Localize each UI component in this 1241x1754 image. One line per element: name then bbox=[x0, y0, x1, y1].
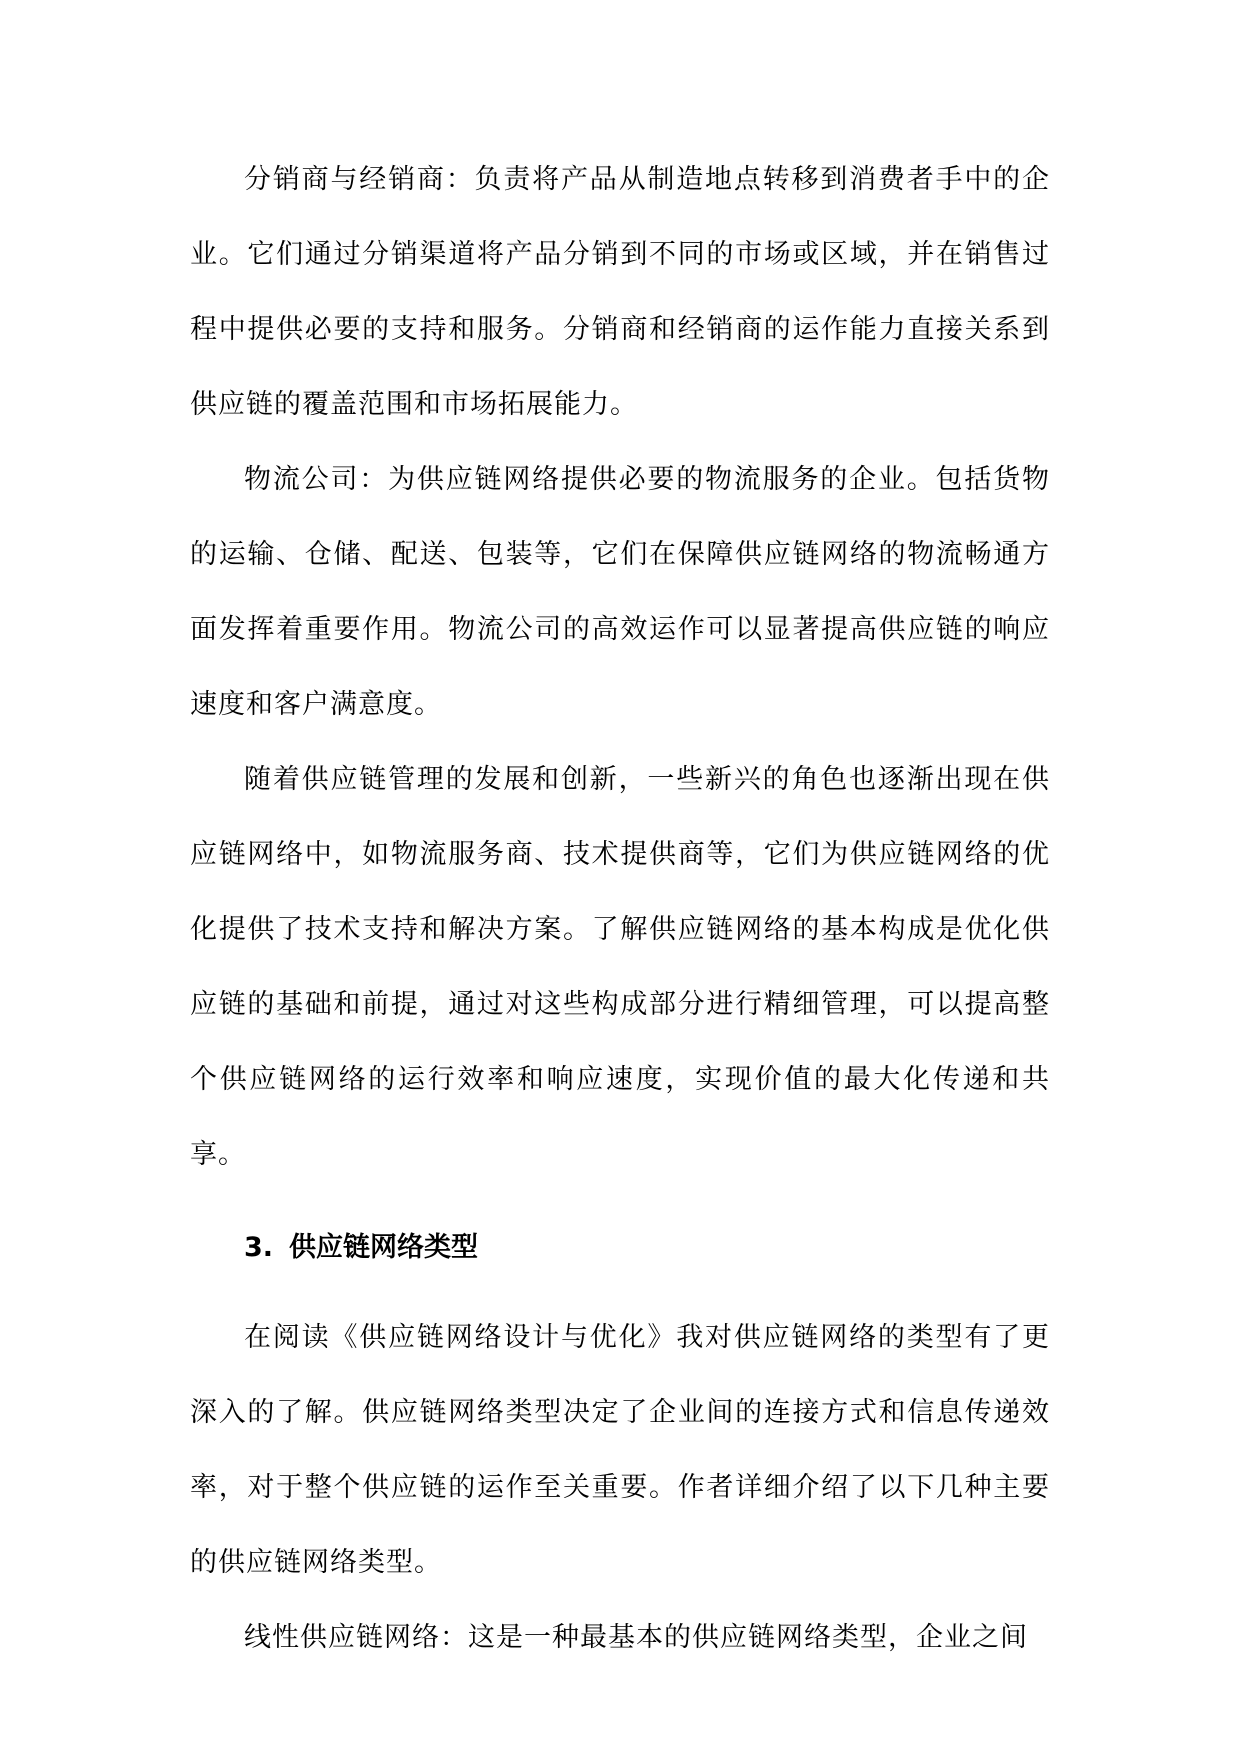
section-heading bbox=[190, 1200, 1050, 1300]
paragraph-distributors: 分销商与经销商：负责将产品从制造地点转移到消费者手中的企业。它们通过分销渠道将产品分销到不同的市场或区域，并在销售过程中提供必要的支持和服务。分销商和经销商的运作能力直接关系到供应链的覆盖范围和市场拓展能力。 bbox=[190, 164, 1050, 420]
section-number: 3. bbox=[244, 1232, 274, 1263]
paragraph-logistics-companies: 物流公司：为供应链网络提供必要的物流服务的企业。包括货物的运输、仓储、配送、包装等，它们在保障供应链网络的物流畅通方面发挥着重要作用。物流公司的高效运作可以显著提高供应链的响应速度和客户满意度。 bbox=[190, 464, 1050, 720]
paragraph-linear-network: 线性供应链网络：这是一种最基本的供应链网络类型，企业之间 bbox=[244, 1622, 1028, 1653]
page-body bbox=[190, 142, 1050, 1675]
paragraph-emerging-roles: 随着供应链管理的发展和创新，一些新兴的角色也逐渐出现在供应链网络中，如物流服务商、技术提供商等，它们为供应链网络的优化提供了技术支持和解决方案。了解供应链网络的基本构成是优化供应链的基础和前提，通过对这些构成部分进行精细管理，可以提高整个供应链网络的运行效率和响应速度，实现价值的最大化传递和共享。 bbox=[190, 764, 1050, 1170]
section-title: 供应链网络类型 bbox=[289, 1232, 479, 1263]
paragraph-network-types-intro: 在阅读《供应链网络设计与优化》我对供应链网络的类型有了更深入的了解。供应链网络类型决定了企业间的连接方式和信息传递效率，对于整个供应链的运作至关重要。作者详细介绍了以下几种主要的供应链网络类型。 bbox=[190, 1322, 1050, 1578]
